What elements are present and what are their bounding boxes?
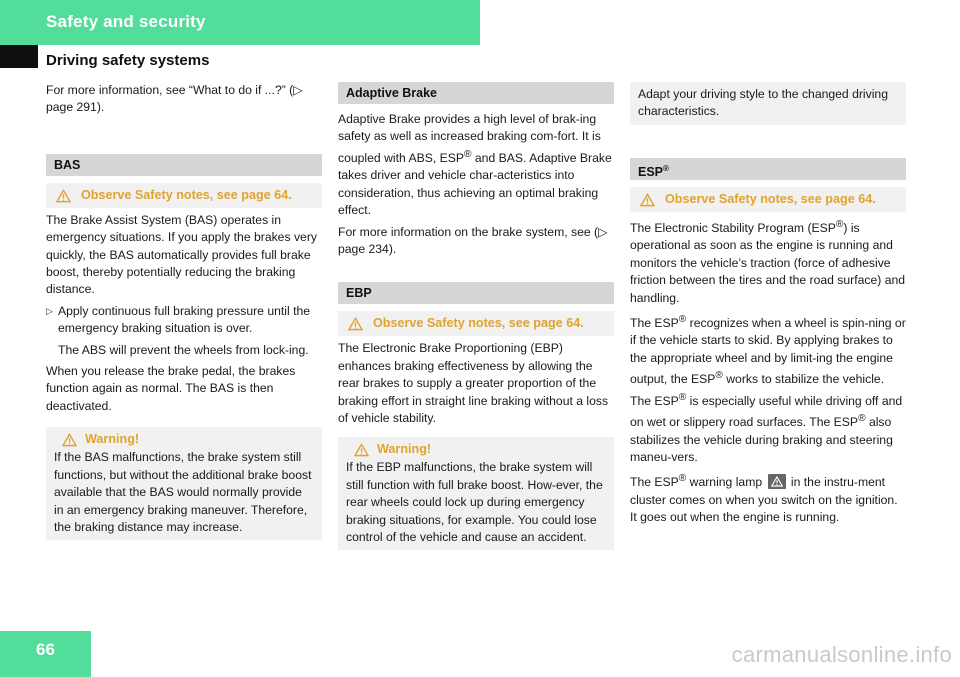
page-heading: Driving safety systems [46, 52, 210, 69]
bas-paragraph-2: When you release the brake pedal, the brakes function again as normal. The BAS is then deactivated. [46, 364, 296, 413]
page-number-box [0, 631, 91, 677]
section-title: Safety and security [46, 12, 206, 31]
bas-bullet [46, 303, 322, 338]
esp-paragraph-3: The ESP® warning lamp in the instru-ment cluster comes on when you switch on the ignition. It goes out when the engine is running. [630, 473, 898, 525]
adaptive-brake-paragraph-1: Adaptive Brake provides a high level of brak-ing safety as well as increased braking com-fort. It is coupled with ABS, ESP® and BAS. Adaptive Brake takes driver and vehicle char-acteristics into consideration, thus achieving an optimal braking effect. [338, 112, 612, 218]
ebp-safety-note-text: Observe Safety notes, see page 64. [373, 316, 584, 331]
bas-warning-title: Warning! [85, 432, 140, 447]
adaptive-brake-paragraph-2: For more information on the brake system, see (▷ page 234). [338, 224, 608, 256]
registered-mark: ® [464, 148, 472, 160]
esp-safety-note-text: Observe Safety notes, see page 64. [665, 191, 876, 206]
warning-triangle-icon [640, 193, 655, 207]
column-3 [630, 82, 906, 531]
adaptive-brake-heading: Adaptive Brake [338, 82, 614, 104]
ebp-warning-title: Warning! [377, 442, 432, 457]
ebp-warning-box [338, 437, 614, 550]
esp-paragraph-2: The ESP® recognizes when a wheel is spin-ning or if the vehicle starts to skid. By applying brakes to the appropriate wheel and by limit-ing the engine output, the ESP® works to stabilize the vehicle. The ESP® is especially useful while driving off and on wet or slippery road surfaces. The ESP® also stabilizes the vehicle during braking and steering maneu-vers. [630, 313, 906, 464]
bas-bullet-subtext: The ABS will prevent the wheels from lock-ing. [58, 342, 309, 357]
page-number: 66 [36, 640, 55, 659]
bas-heading: BAS [46, 154, 322, 176]
bas-warning-box [46, 427, 322, 540]
esp-paragraph-1: The Electronic Stability Program (ESP®) is operational as soon as the engine is running and monitors the vehicle’s traction (force of adhesive friction between the tires and the road surface) and handling. [630, 218, 906, 305]
ebp-safety-note [338, 311, 614, 336]
bas-warning-header [62, 431, 314, 448]
continued-warning-text: Adapt your driving style to the changed driving characteristics. [638, 87, 888, 119]
ebp-heading: EBP [338, 282, 614, 304]
bas-bullet-text: Apply continuous full braking pressure until the emergency braking situation is over. [58, 303, 311, 336]
column-1 [46, 82, 322, 540]
esp-warning-lamp-icon [768, 474, 786, 489]
watermark: carmanualsonline.info [731, 642, 952, 667]
warning-triangle-icon [62, 433, 77, 447]
warning-triangle-icon [56, 189, 71, 203]
header-tab-marker [0, 45, 38, 68]
ebp-paragraph-1: The Electronic Brake Proportioning (EBP) enhances braking effectiveness by allowing the rear brakes to supply a greater proportion of the braking effort in straight line braking without a loss of vehicle stability. [338, 341, 609, 425]
warning-triangle-icon [348, 317, 363, 331]
warning-triangle-icon [354, 443, 369, 457]
continued-warning-box [630, 82, 906, 125]
ebp-warning-text: If the EBP malfunctions, the brake system will still function with full brake boost. How-ever, the rear wheels could lock up during emergency braking situations, for example. You could lose control of the vehicle and cause an accident. [346, 460, 603, 544]
ebp-warning-header [354, 441, 606, 458]
bas-safety-note [46, 183, 322, 208]
column-2 [338, 82, 614, 550]
bas-safety-note-text: Observe Safety notes, see page 64. [81, 187, 292, 202]
esp-heading: ESP® [630, 158, 906, 180]
intro-paragraph: For more information, see “What to do if ...?” (▷ page 291). [46, 83, 303, 115]
bullet-triangle-icon: ▷ [46, 305, 53, 316]
esp-safety-note [630, 187, 906, 212]
registered-mark: ® [835, 218, 844, 230]
bas-paragraph-1: The Brake Assist System (BAS) operates in emergency situations. If you apply the brakes very quickly, the BAS automatically provides full brake boost, thereby potentially reducing the braking distance. [46, 212, 317, 297]
registered-mark: ® [663, 163, 669, 173]
bas-warning-text: If the BAS malfunctions, the brake system still functions, but without the additional brake boost available that the BAS would normally provide in an emergency braking maneuver. Therefore, the braking distance may increase. [54, 450, 312, 534]
